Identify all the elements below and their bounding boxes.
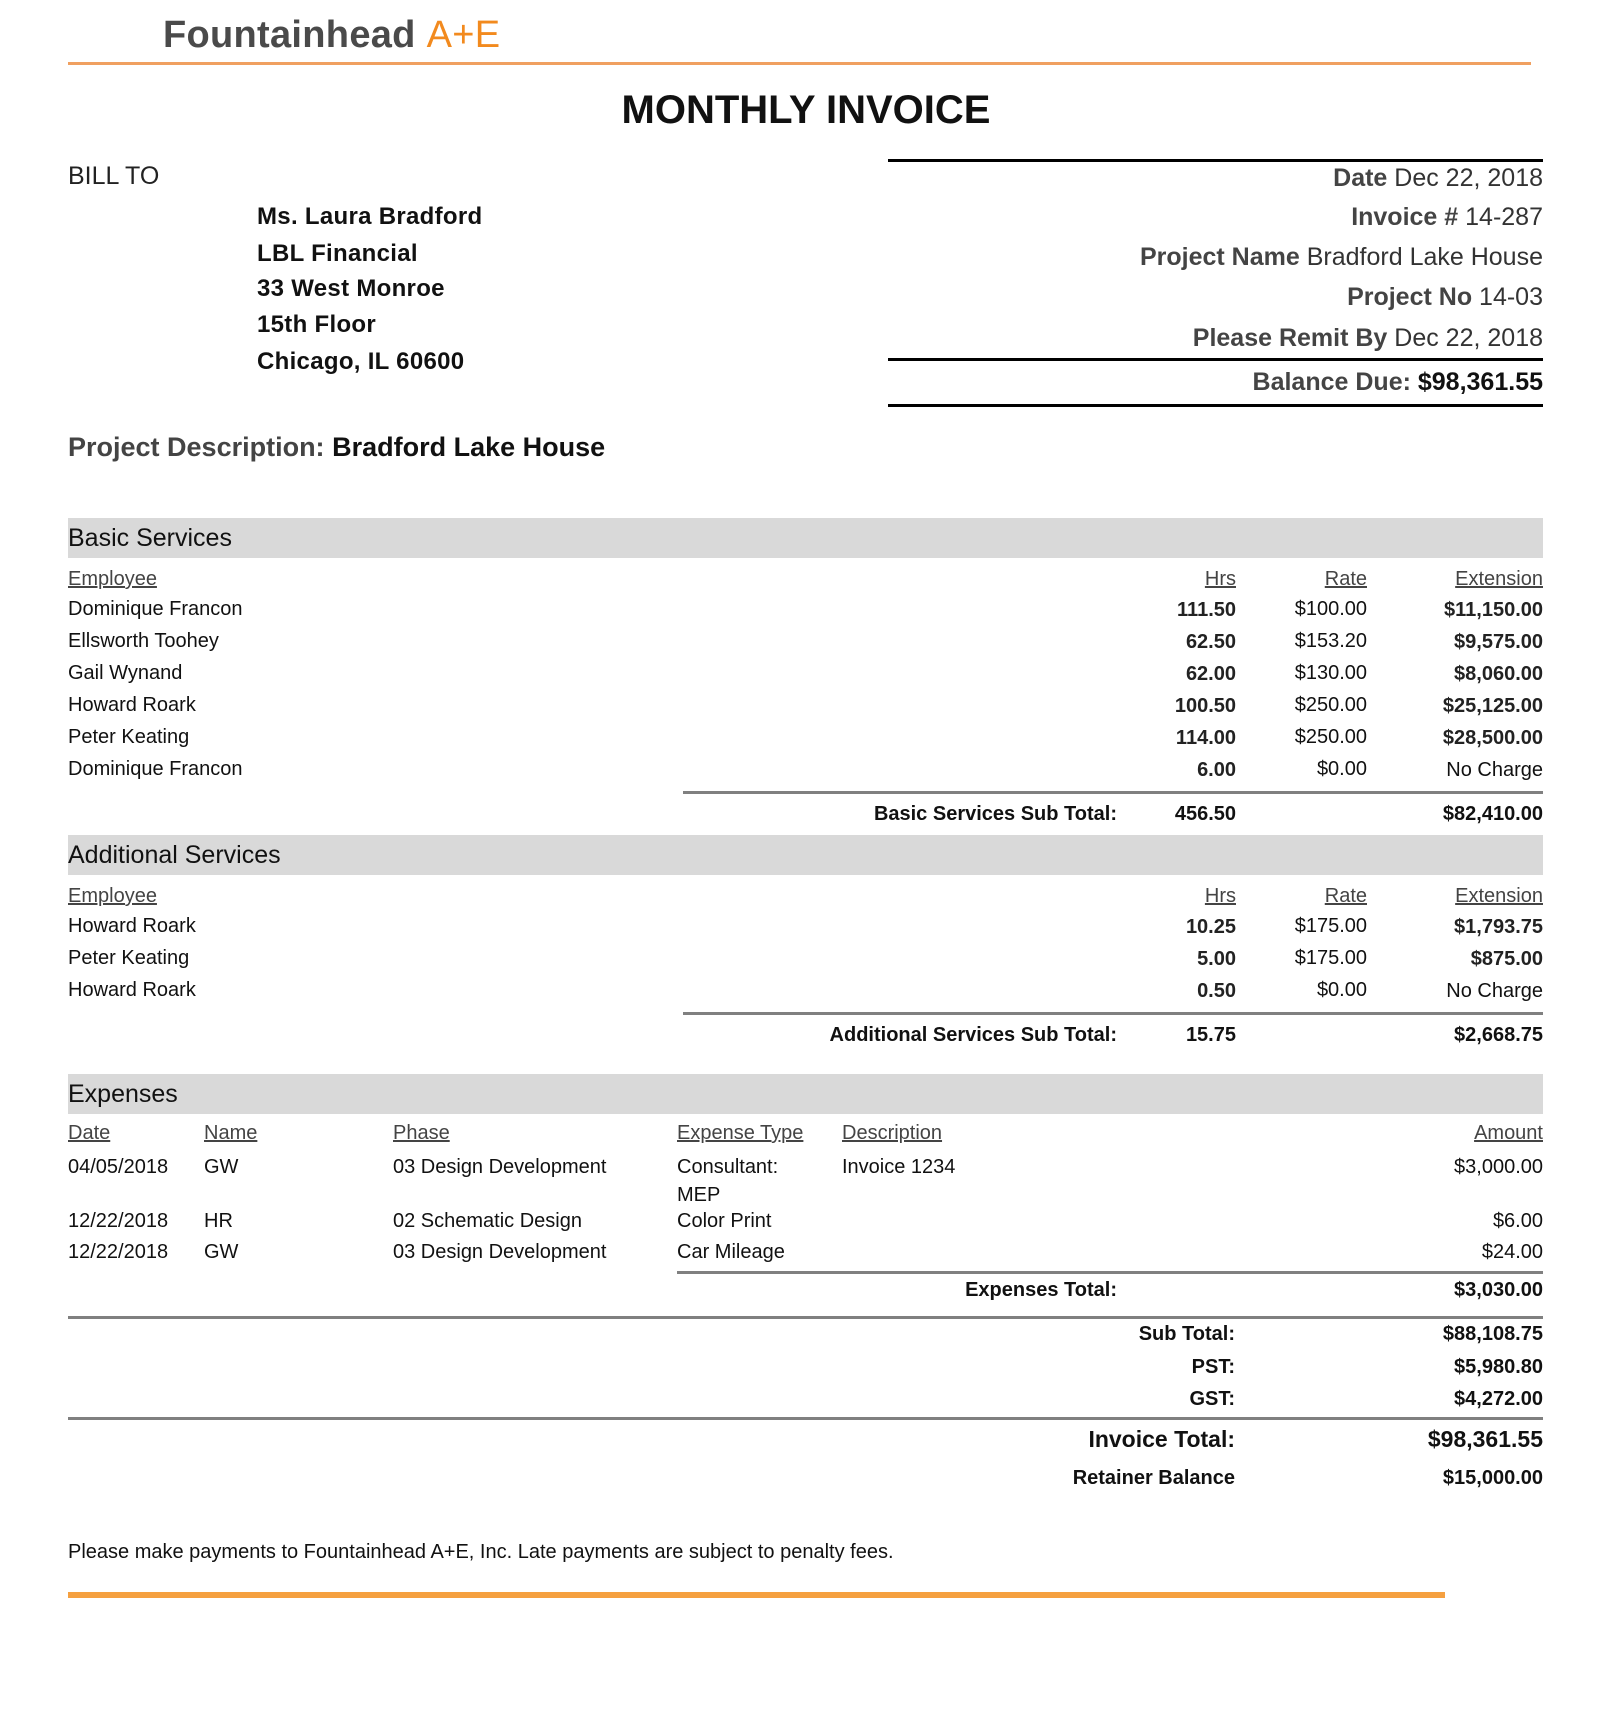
rate: $153.20 (1294, 630, 1367, 652)
hours: 114.00 (1175, 727, 1236, 749)
expense-date: 12/22/2018 (68, 1210, 169, 1232)
gst-label: GST: (1189, 1388, 1235, 1410)
column-header-amount: Amount (1474, 1122, 1543, 1144)
expense-amount: $6.00 (1492, 1210, 1543, 1232)
extension: $1,793.75 (1454, 916, 1543, 938)
address-line: 33 West Monroe (257, 275, 445, 302)
basic-subtotal-ext: $82,410.00 (1442, 803, 1543, 825)
employee-name: Howard Roark (68, 979, 196, 1001)
footer-divider (68, 1592, 1445, 1598)
employee-name: Dominique Francon (68, 758, 243, 780)
expense-type-cont: MEP (677, 1184, 721, 1206)
info-label: Project Name (1139, 243, 1300, 271)
column-header-extension: Extension (1455, 885, 1543, 907)
additional-subtotal-divider (683, 1012, 1543, 1015)
hours: 100.50 (1174, 695, 1236, 717)
column-header-employee: Employee (68, 885, 157, 907)
column-header-type: Expense Type (677, 1122, 804, 1144)
basic-subtotal-label: Basic Services Sub Total: (873, 803, 1117, 825)
invoice-total-divider (68, 1417, 1543, 1420)
extension: No Charge (1446, 759, 1543, 781)
expense-phase: 03 Design Development (393, 1241, 607, 1263)
address-line: LBL Financial (257, 240, 418, 267)
expense-date: 04/05/2018 (68, 1156, 169, 1178)
info-top-divider (888, 159, 1543, 162)
section-title: Additional Services (68, 841, 281, 869)
column-header-hrs: Hrs (1204, 568, 1236, 590)
employee-name: Gail Wynand (68, 662, 183, 684)
invoice-total-value: $98,361.55 (1427, 1426, 1543, 1452)
info-mid-divider (888, 358, 1543, 361)
totals-divider (68, 1316, 1543, 1319)
info-row (1351, 203, 1543, 232)
employee-name: Dominique Francon (68, 598, 243, 620)
column-header-phase: Phase (393, 1122, 450, 1144)
basic-subtotal-divider (683, 791, 1543, 794)
employee-name: Ellsworth Toohey (68, 630, 219, 652)
extension: $8,060.00 (1454, 663, 1543, 685)
page-title: MONTHLY INVOICE (621, 88, 991, 132)
info-value: 14-03 (1479, 283, 1543, 311)
subtotal-label: Sub Total: (1138, 1323, 1235, 1345)
expense-type: Consultant: (677, 1156, 779, 1178)
extension: $11,150.00 (1444, 599, 1543, 621)
info-value: 14-287 (1465, 203, 1543, 231)
column-header-hrs: Hrs (1204, 885, 1236, 907)
expense-phase: 02 Schematic Design (393, 1210, 582, 1232)
address-line: Ms. Laura Bradford (257, 203, 483, 230)
hours: 10.25 (1185, 916, 1236, 938)
extension: $9,575.00 (1454, 631, 1543, 653)
column-header-description: Description (842, 1122, 943, 1144)
company-logo: Fountainhead A+E (163, 14, 501, 56)
column-header-name: Name (204, 1122, 258, 1144)
expenses-total-divider (677, 1271, 1543, 1274)
hours: 0.50 (1197, 980, 1236, 1002)
info-label: Date (1333, 164, 1388, 192)
header-divider (68, 62, 1531, 65)
invoice-total-label: Invoice Total: (1088, 1426, 1235, 1452)
expense-amount: $3,000.00 (1454, 1156, 1543, 1178)
column-header-rate: Rate (1324, 885, 1367, 907)
expense-date: 12/22/2018 (68, 1241, 169, 1263)
project-description: Project Description: Bradford Lake House (68, 432, 606, 462)
expense-type: Car Mileage (677, 1241, 785, 1263)
expense-description: Invoice 1234 (842, 1156, 956, 1178)
info-value: Dec 22, 2018 (1394, 164, 1543, 192)
info-value: Dec 22, 2018 (1394, 324, 1543, 352)
hours: 62.50 (1185, 631, 1236, 653)
bill-to-label: BILL TO (68, 162, 160, 190)
retainer-label: Retainer Balance (1072, 1467, 1235, 1489)
info-row (1140, 243, 1543, 272)
section-title: Basic Services (68, 524, 232, 552)
hours: 62.00 (1185, 663, 1236, 685)
payment-note: Please make payments to Fountainhead A+E, Inc. Late payments are subject to penalty fees. (68, 1541, 894, 1563)
info-bottom-divider (888, 404, 1543, 407)
expense-name: GW (204, 1156, 239, 1178)
employee-name: Peter Keating (68, 947, 190, 969)
extension: No Charge (1446, 980, 1543, 1002)
additional-subtotal-ext: $2,668.75 (1454, 1024, 1543, 1046)
hours: 5.00 (1197, 948, 1236, 970)
column-header-rate: Rate (1324, 568, 1367, 590)
rate: $250.00 (1294, 694, 1367, 716)
expense-type: Color Print (677, 1210, 772, 1232)
expense-amount: $24.00 (1481, 1241, 1543, 1263)
info-label: Invoice # (1351, 203, 1459, 231)
expense-name: HR (204, 1210, 233, 1232)
employee-name: Peter Keating (68, 726, 190, 748)
additional-subtotal-label: Additional Services Sub Total: (829, 1024, 1117, 1046)
rate: $130.00 (1294, 662, 1367, 684)
info-row (1193, 324, 1543, 353)
expense-phase: 03 Design Development (393, 1156, 607, 1178)
expenses-total-value: $3,030.00 (1454, 1279, 1543, 1301)
employee-name: Howard Roark (68, 915, 196, 937)
rate: $175.00 (1294, 915, 1367, 937)
basic-subtotal-hrs: 456.50 (1174, 803, 1236, 825)
expenses-header: Expenses (68, 1074, 1543, 1114)
additional-subtotal-hrs: 15.75 (1185, 1024, 1236, 1046)
info-row (1333, 164, 1543, 193)
info-row (1347, 283, 1543, 312)
column-header-date: Date (68, 1122, 111, 1144)
info-label: Project No (1347, 283, 1473, 311)
rate: $100.00 (1294, 598, 1367, 620)
column-header-extension: Extension (1455, 568, 1543, 590)
hours: 6.00 (1197, 759, 1236, 781)
subtotal-value: $88,108.75 (1442, 1323, 1543, 1345)
rate: $250.00 (1294, 726, 1367, 748)
pst-label: PST: (1191, 1356, 1235, 1378)
expenses-total-label: Expenses Total: (965, 1279, 1117, 1301)
extension: $875.00 (1470, 948, 1543, 970)
rate: $0.00 (1316, 758, 1367, 780)
column-header-employee: Employee (68, 568, 157, 590)
extension: $28,500.00 (1442, 727, 1543, 749)
address-line: Chicago, IL 60600 (257, 348, 465, 375)
balance-due: Balance Due: $98,361.55 (1252, 368, 1543, 396)
employee-name: Howard Roark (68, 694, 196, 716)
hours: 111.50 (1177, 599, 1236, 621)
rate: $0.00 (1316, 979, 1367, 1001)
retainer-value: $15,000.00 (1442, 1467, 1543, 1489)
expense-name: GW (204, 1241, 239, 1263)
basic-services-header (68, 518, 1543, 558)
address-line: 15th Floor (257, 311, 377, 338)
pst-value: $5,980.80 (1454, 1356, 1543, 1378)
gst-value: $4,272.00 (1454, 1388, 1543, 1410)
extension: $25,125.00 (1442, 695, 1543, 717)
info-label: Please Remit By (1192, 324, 1388, 352)
additional-services-header (68, 835, 1543, 875)
info-value: Bradford Lake House (1306, 243, 1543, 271)
rate: $175.00 (1294, 947, 1367, 969)
